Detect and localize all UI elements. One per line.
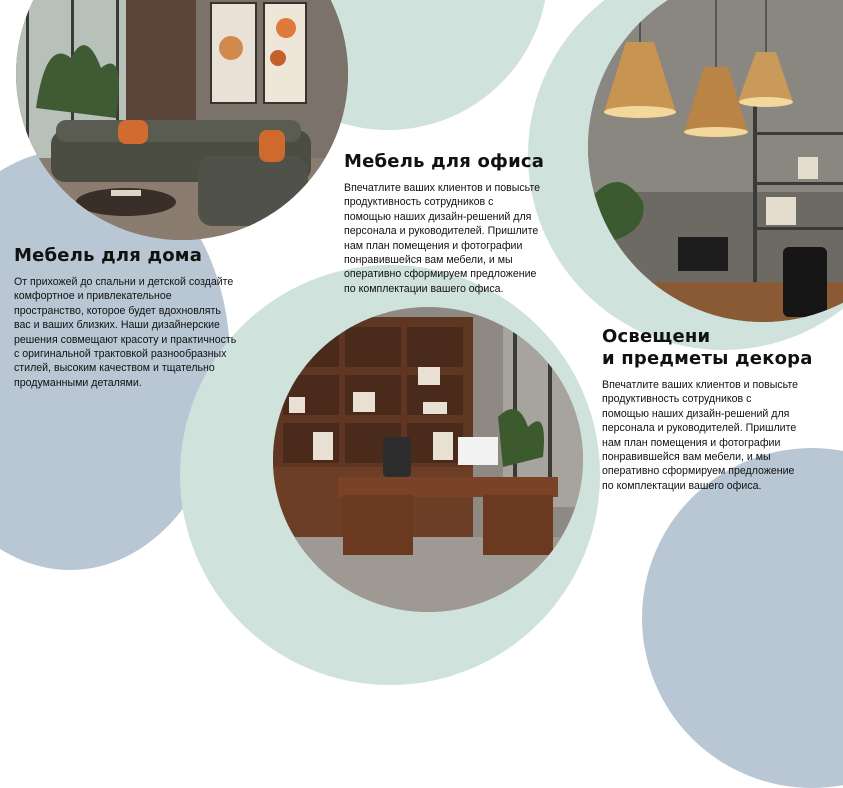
office-section — [344, 151, 584, 296]
text-line: продуманными деталями. — [14, 376, 142, 389]
text-line: по комплектации вашего офиса. — [602, 479, 762, 492]
text-line: Впечатлите ваших клиентов и повысьте — [602, 379, 798, 391]
text-line: пространство, которое будет вдохновлять — [14, 304, 221, 317]
home-section — [14, 245, 282, 390]
lighting-section — [602, 326, 842, 493]
text-line: продуктивность сотрудников с — [344, 196, 494, 209]
text-line: стилей, высоким качеством и тщательно — [14, 362, 215, 375]
text-line: оперативно сформируем предложение — [344, 268, 537, 281]
text-line: персонала и руководителей. Пришлите — [344, 225, 539, 238]
text-line: вас и ваших близких. Наши дизайнерские — [14, 319, 220, 332]
text-line: оперативно сформируем предложение — [602, 465, 795, 478]
text-line: помощью наших дизайн-решений для — [344, 210, 532, 223]
home-text — [14, 275, 282, 390]
text-line: От прихожей до спальни и детской создайте — [14, 276, 234, 288]
lighting-title — [602, 326, 842, 370]
text-line: Впечатлите ваших клиентов и повысьте — [344, 182, 540, 194]
home-title: Мебель для дома — [14, 245, 203, 266]
lighting-text — [602, 378, 842, 493]
text-line: понравившейся вам мебели, и мы — [344, 254, 513, 267]
text-line: персонала и руководителей. Пришлите — [602, 422, 797, 435]
text-line: продуктивность сотрудников с — [602, 393, 752, 406]
title-line: Освещени — [602, 326, 711, 347]
text-line: нам план помещения и фотографии — [344, 239, 523, 252]
office-title: Мебель для офиса — [344, 151, 545, 172]
slate-circle-bottom-right — [642, 448, 843, 788]
office-text — [344, 181, 584, 296]
text-line: помощью наших дизайн-решений для — [602, 407, 790, 420]
text-line: понравившейся вам мебели, и мы — [602, 451, 771, 464]
text-line: по комплектации вашего офиса. — [344, 282, 504, 295]
text-line: нам план помещения и фотографии — [602, 436, 781, 449]
title-line: и предметы декора — [602, 348, 813, 369]
text-line: комфортное и привлекательное — [14, 290, 172, 303]
text-line: с оригинальной трактовкой разнообразных — [14, 348, 227, 361]
office-cabinet-photo — [273, 307, 583, 612]
text-line: решения совмещают красоту и практичность — [14, 333, 237, 346]
